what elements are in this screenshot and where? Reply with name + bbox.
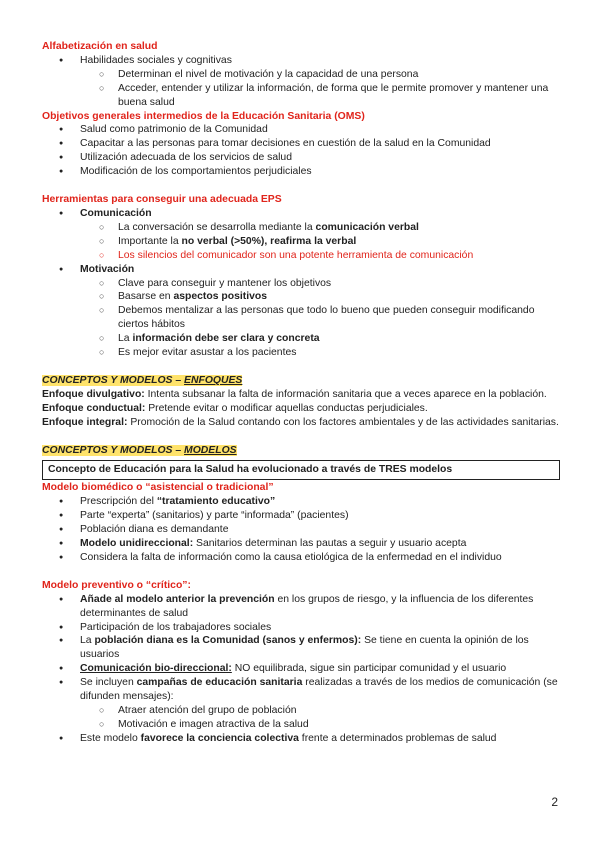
list-item: ● Salud como patrimonio de la Comunidad <box>42 123 560 137</box>
paragraph-enfoque-conductual: Enfoque conductual: Pretende evitar o modificar aquellas conductas perjudiciales. <box>42 402 428 414</box>
list-item-motivacion: ● Motivación <box>42 263 560 277</box>
heading-herramientas: Herramientas para conseguir una adecuada EPS <box>42 194 282 206</box>
heading-modelos: CONCEPTOS Y MODELOS – MODELOS <box>42 444 237 456</box>
list-item: ○ Atraer atención del grupo de población <box>42 704 560 718</box>
paragraph-enfoque-divulgativo: Enfoque divulgativo: Intenta subsanar la falta de información sanitaria que a veces aparece en la población. <box>42 388 547 400</box>
list-item: ● Utilización adecuada de los servicios de salud <box>42 151 560 165</box>
heading-enfoques: CONCEPTOS Y MODELOS – ENFOQUES <box>42 374 243 386</box>
list-alfabetizacion <box>42 54 560 110</box>
list-item: ● Este modelo favorece la conciencia colectiva frente a determinados problemas de salud <box>42 732 560 746</box>
list-item: ● Población diana es demandante <box>42 523 560 537</box>
list-item: ○ Acceder, entender y utilizar la información, de forma que le permite promover y mantener una buena salud <box>42 82 560 110</box>
list-item: ● Modificación de los comportamientos perjudiciales <box>42 165 560 179</box>
list-item: ○ Debemos mentalizar a las personas que todo lo bueno que pueden conseguir modificando ciertos hábitos <box>42 304 560 332</box>
list-item: ● La población diana es la Comunidad (sanos y enfermos): Se tiene en cuenta la opinión de los usuarios <box>42 634 560 662</box>
list-item: ● Capacitar a las personas para tomar decisiones en cuestión de la salud en la Comunidad <box>42 137 560 151</box>
list-item-comunicacion: ● Comunicación <box>42 207 560 221</box>
list-item: ● Prescripción del “tratamiento educativo” <box>42 495 560 509</box>
list-item: ○ Clave para conseguir y mantener los objetivos <box>42 277 560 291</box>
list-objetivos <box>42 123 560 179</box>
boxed-statement: Concepto de Educación para la Salud ha evolucionado a través de TRES modelos <box>42 460 560 480</box>
list-item: ● Añade al modelo anterior la prevención en los grupos de riesgo, y la influencia de los diferentes determinantes de salud <box>42 593 560 621</box>
page-number: 2 <box>551 795 558 809</box>
list-item: ○ Es mejor evitar asustar a los pacientes <box>42 346 560 360</box>
list-item: ○ La información debe ser clara y concreta <box>42 332 560 346</box>
list-item: ○ Determinan el nivel de motivación y la capacidad de una persona <box>42 68 560 82</box>
list-item: ● Se incluyen campañas de educación sanitaria realizadas a través de los medios de comunicación (se difunden mensajes): <box>42 676 560 704</box>
list-item: ● Considera la falta de información como la causa etiológica de la enfermedad en el individuo <box>42 551 560 565</box>
list-item: ○ Basarse en aspectos positivos <box>42 290 560 304</box>
heading-modelo-preventivo: Modelo preventivo o “crítico”: <box>42 579 191 591</box>
list-item: ● Habilidades sociales y cognitivas <box>42 54 560 68</box>
list-item: ● Comunicación bio-direccional: NO equilibrada, sigue sin participar comunidad y el usuario <box>42 662 560 676</box>
list-item: ○ La conversación se desarrolla mediante la comunicación verbal <box>42 221 560 235</box>
heading-alfabetizacion: Alfabetización en salud <box>42 41 158 52</box>
list-item: ● Participación de los trabajadores sociales <box>42 621 560 635</box>
list-item: ○ Importante la no verbal (>50%), reafirma la verbal <box>42 235 560 249</box>
list-item: ● Parte “experta” (sanitarios) y parte “informada” (pacientes) <box>42 509 560 523</box>
document-page <box>42 40 560 746</box>
list-item: ● Modelo unidireccional: Sanitarios determinan las pautas a seguir y usuario acepta <box>42 537 560 551</box>
paragraph-enfoque-integral: Enfoque integral: Promoción de la Salud contando con los factores ambientales y de las actividades sanitarias. <box>42 416 559 428</box>
list-modelo-biomedico <box>42 495 560 565</box>
heading-modelo-biomedico: Modelo biomédico o “asistencial o tradicional” <box>42 482 274 494</box>
list-herramientas <box>42 207 560 360</box>
list-modelo-preventivo <box>42 593 560 746</box>
list-item: ○ Motivación e imagen atractiva de la salud <box>42 718 560 732</box>
heading-objetivos: Objetivos generales intermedios de la Educación Sanitaria (OMS) <box>42 110 365 122</box>
list-item: ○ Los silencios del comunicador son una potente herramienta de comunicación <box>42 249 560 263</box>
